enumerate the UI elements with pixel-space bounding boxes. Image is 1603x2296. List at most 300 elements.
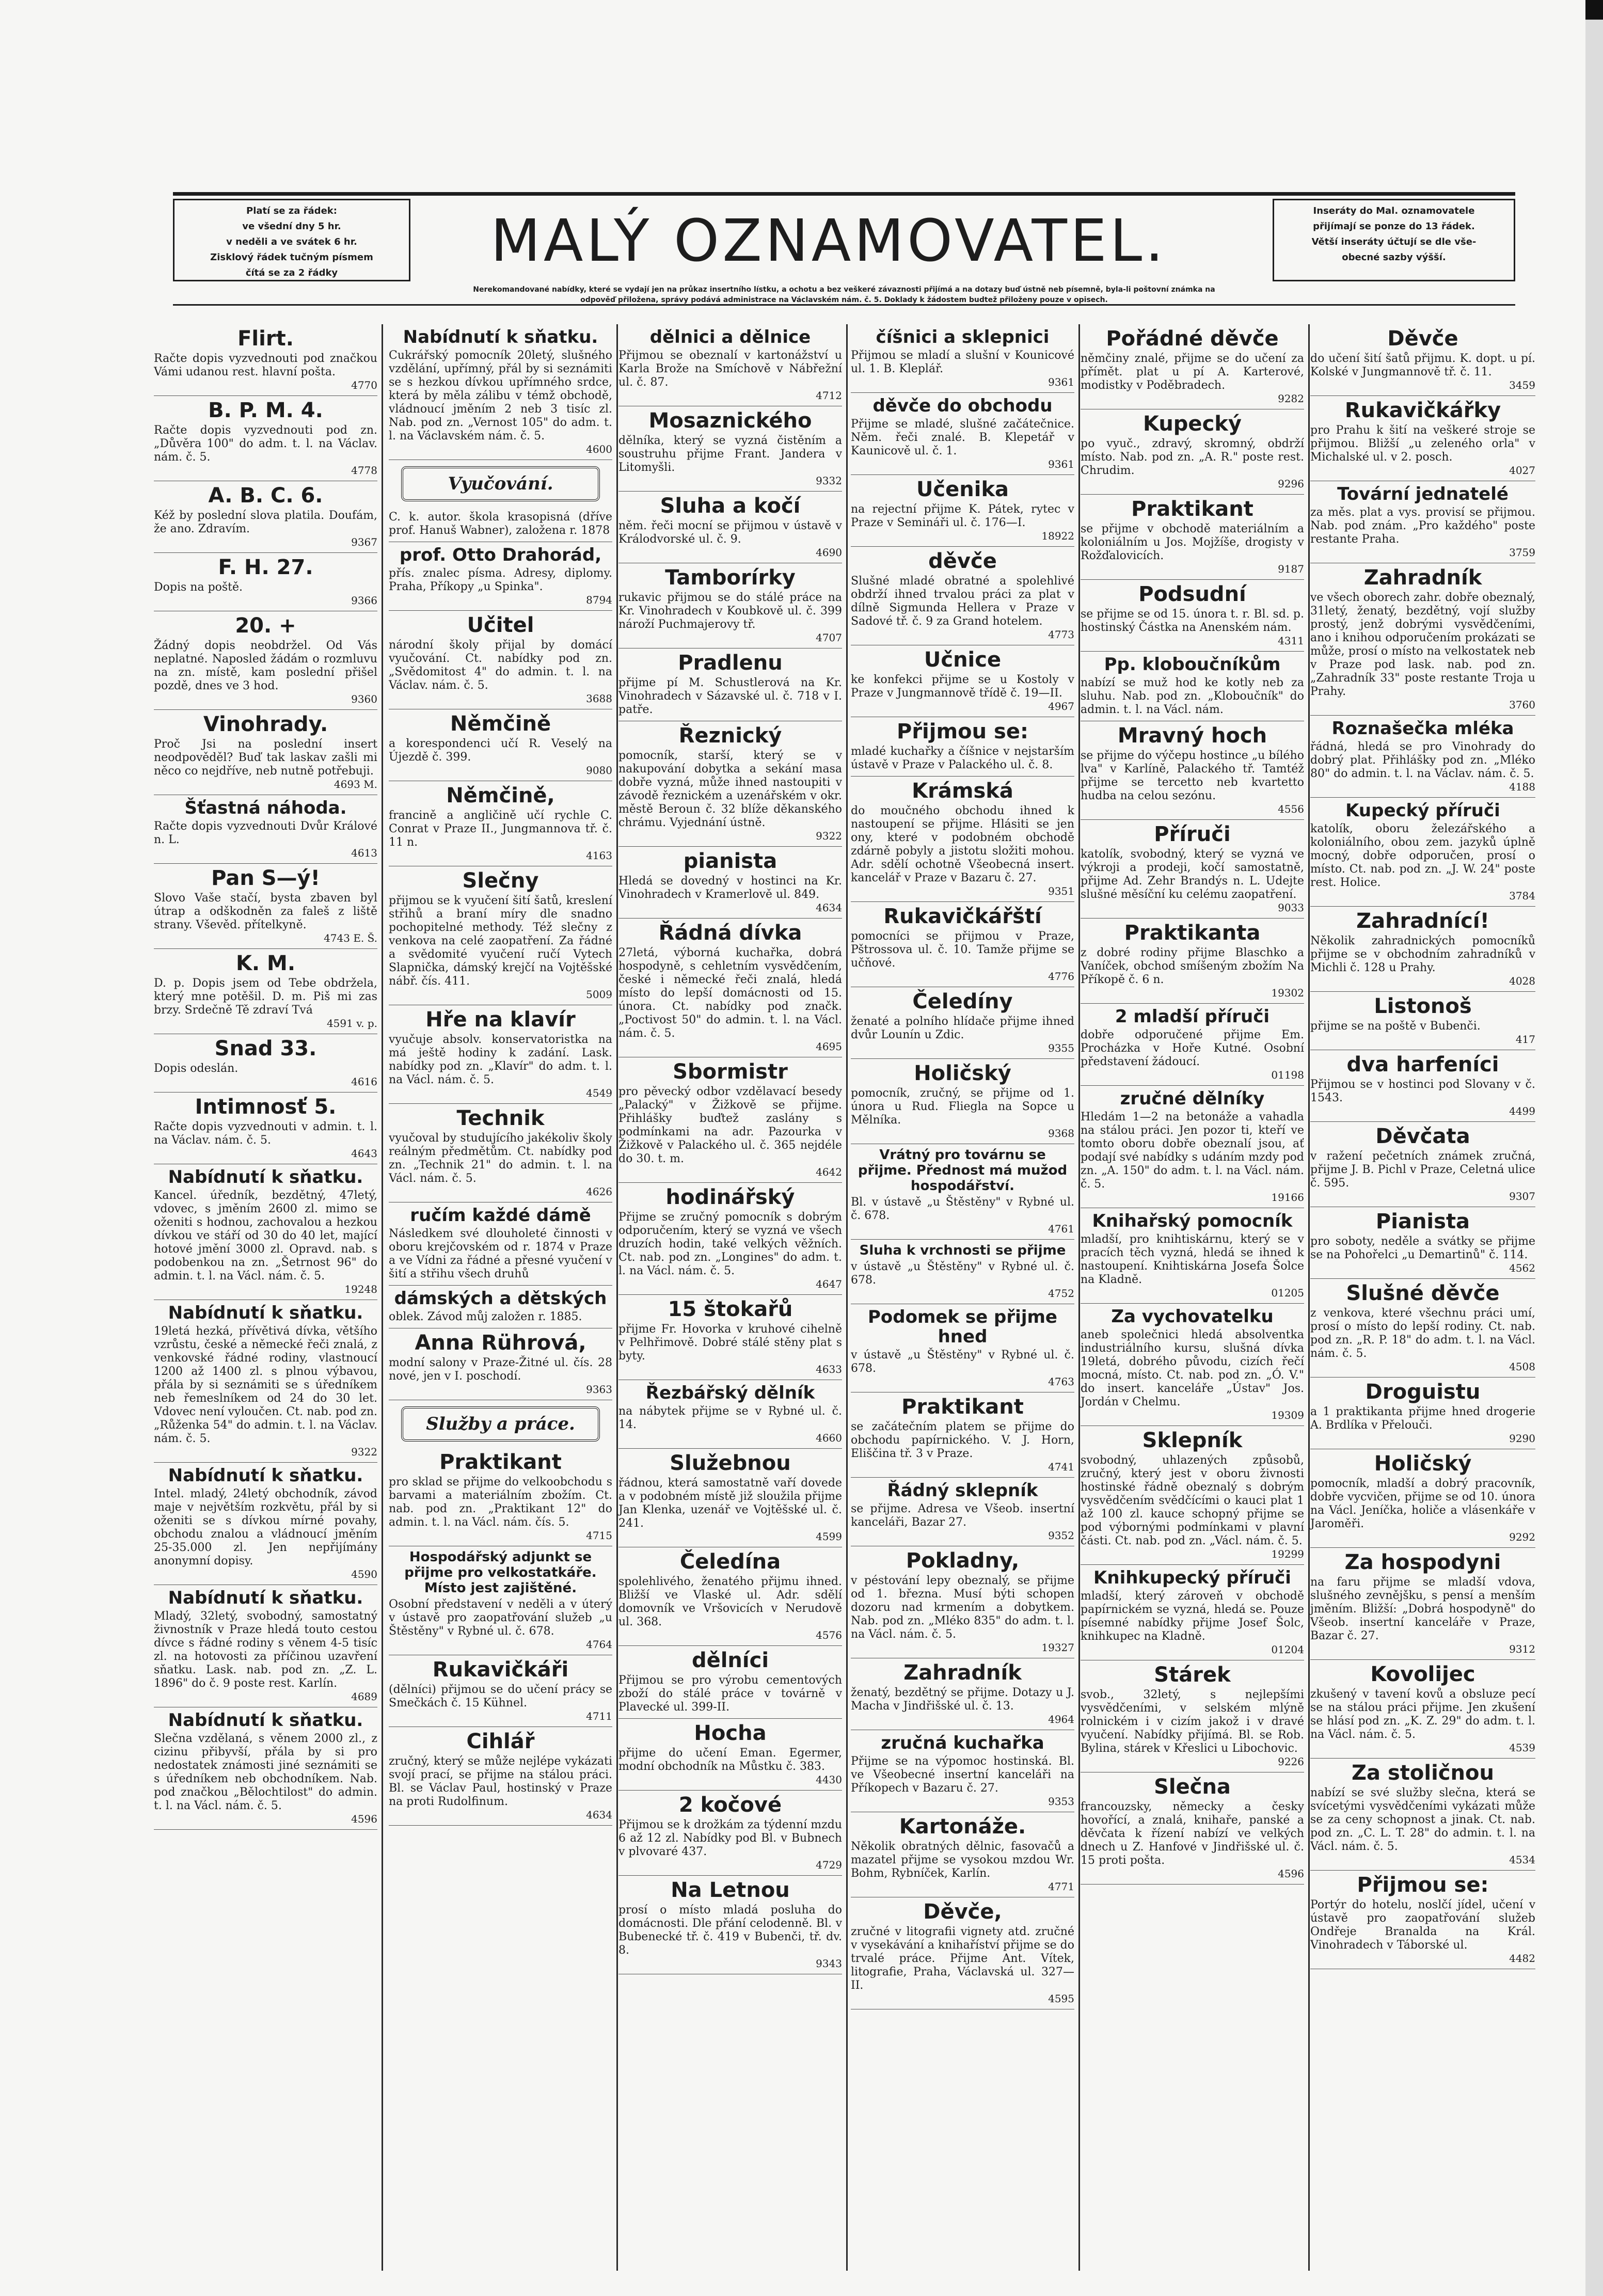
ad-body: Dopis na poště. [154, 581, 243, 594]
ad-code: 4634 [816, 901, 842, 914]
ad-code: 19309 [1271, 1409, 1304, 1421]
ad-body: Přijmou se k drožkám za týdenní mzdu 6 až 12 zl. Nabídky pod Bl. v Bubnech v plvovaré 437. [618, 1818, 842, 1858]
ad-code: 3459 [1509, 379, 1535, 391]
ad-heading: Holičský [914, 1062, 1011, 1085]
ad-code: 8794 [586, 594, 612, 606]
ad-code: 9312 [1509, 1643, 1535, 1655]
ad-code: 01198 [1271, 1069, 1304, 1081]
ad-body: Několik obratných dělnic, fasovačů a mazatel přijme se vysokou mzdou Wr. Bohm, Rybníček, Karlín. [851, 1840, 1074, 1880]
ad-body: do učení šití šatů přijmu. K. dopt. u pí. Kolské v Jungmannově tř. č. 11. [1310, 352, 1535, 378]
ad-code: 9343 [816, 1957, 842, 1970]
ad-code: 4596 [1278, 1867, 1304, 1880]
ad-body: do moučného obchodu ihned k nastoupení se přijme. Hlásiti se jen ony, které v podobném obchodě zdárně pobyly a jistotu složiti mohou. Adr. sdělí ochotně Všeobecná insert. kancelář v Praze v Bazaru č. 27. [851, 804, 1074, 884]
masthead-note: Nerekomandované nabídky, které se vydají jen na průkaz insertního lístku, a ochotu a bez veškeré závaznosti přijímá a na dotazy buď ústně neb písemně, byla-li poštovní známka na odpověď přiložena, správy podává administrace na Václavském nám. č. 5. Doklady k žádostem budtež přiloženy pouze v opisech. [473, 286, 1215, 304]
ad-body: spolehlivého, ženatého přijmu ihned. Bližší ve Vlaské ul. Adr. sdělí domovník ve Vršovicích v Nerudově ul. 368. [618, 1575, 842, 1628]
ad-heading: děvče do obchodu [872, 395, 1053, 416]
ad-code: 4715 [586, 1529, 612, 1542]
ad-heading: Přijmou se: [1357, 1873, 1489, 1897]
classified-ad [389, 709, 612, 781]
ad-code: 4633 [816, 1363, 842, 1375]
ad-heading: Tovární jednatelé [1337, 484, 1509, 504]
ad-body: na rejectní přijme K. Pátek, rytec v Praze v Semináři ul. č. 176—I. [851, 503, 1074, 529]
classified-ad [1081, 1208, 1304, 1304]
ad-body: pomocníci se přijmou v Praze, Pštrossova ul. č. 10. Tamže přijme se učňové. [851, 930, 1074, 970]
ad-heading: Němčině, [446, 784, 555, 807]
ad-code: 4613 [351, 847, 377, 859]
ad-code: 4562 [1509, 1262, 1535, 1274]
classified-ad [1081, 495, 1304, 580]
ad-code: 4600 [586, 443, 612, 455]
ad-body: 19letá hezká, přívětivá dívka, většího vzrůstu, české a německé řeči znalá, z venkovské řádné rodiny, vlastnoucí 1200 až 1400 zl. s plnou výbavou, přála by si seznámiti se s úředníkem neb řemeslníkem od 24 do 30 let. Vdovec není vyloučen. Ct. nab. pod zn. „Růženka 54" do admin. t. l. na Václav. nám. č. 5. [154, 1325, 377, 1445]
ad-column [385, 324, 618, 2271]
classified-ad [154, 1164, 377, 1300]
ad-code: 4690 [816, 546, 842, 559]
classified-ad [154, 1034, 377, 1092]
ad-body: se přijme do výčepu hostince „u bílého lva" v Karlíně, Palackého tř. Tamtéž přijme se tercetto neb kvartetto hudba na celou sezónu. [1081, 749, 1304, 802]
ad-code: 4508 [1509, 1360, 1535, 1373]
ad-code: 9360 [351, 693, 377, 705]
pricing-box [173, 199, 410, 281]
classified-ad [154, 795, 377, 864]
ad-body: na faru přijme se mladší vdova, slušného zevnějšku, s pensí a menším jměním. Bližší: „Dobrá hospodyně" do Všeob. insertní kanceláře v Praze, Bazar č. 27. [1310, 1576, 1535, 1642]
ad-code: 4964 [1048, 1713, 1074, 1725]
ad-heading: Cihlář [466, 1730, 535, 1753]
classified-ad [389, 866, 612, 1005]
classified-ad [389, 1546, 612, 1655]
ad-heading: dělnici a dělnice [649, 327, 811, 347]
ad-heading: Droguistu [1365, 1380, 1481, 1404]
ad-body: pro sklad se přijme do velkoobchodu s barvami a materiálním zbožím. Ct. nab. pod zn. „Praktikant 12" do admin. t. l. na Václ. nám. čís. 5. [389, 1476, 612, 1529]
ad-code: 4761 [1048, 1223, 1074, 1235]
ad-heading: Technik [456, 1106, 545, 1130]
ad-body: Račte dopis vyzvednouti v admin. t. l. na Václav. nám. č. 5. [154, 1120, 377, 1147]
classified-ad [1310, 1122, 1535, 1207]
ad-code: 4741 [1048, 1461, 1074, 1473]
ad-heading: Kupecký příruči [1345, 800, 1500, 821]
ad-heading: Knihkupecký příruči [1093, 1567, 1291, 1588]
ad-heading: K. M. [235, 952, 296, 975]
ad-body: se přijme. Adresa ve Všeob. insertní kanceláři, Bazar 27. [851, 1502, 1074, 1529]
ad-heading: Stárek [1154, 1663, 1231, 1687]
ad-body: přijmou se k vyučení šití šatů, kreslení střihů a braní míry dle snadno pochopitelné methody. Též slečny z venkova na celé zaopatření. Za řádné a svědomité vyučení ručí Vytech Slapnička, dámský krejčí na Vojtěšské nábř. čís. 411. [389, 894, 612, 988]
ad-code: 9322 [351, 1446, 377, 1458]
ad-code: 4743 E. Š. [324, 932, 377, 944]
ad-heading: Zahradník [1363, 566, 1482, 590]
ad-code: 4660 [816, 1432, 842, 1444]
classified-ad [1081, 919, 1304, 1004]
ad-code: 4534 [1509, 1854, 1535, 1866]
ad-body: přijme se na poště v Bubenči. [1310, 1020, 1481, 1033]
ad-body: Račte dopis vyzvednouti pod zn. „Důvěra 100" do adm. t. l. na Václav. nám. č. 5. [154, 424, 377, 464]
ad-heading: Podsudní [1138, 582, 1246, 606]
classified-ad [851, 1546, 1074, 1658]
classified-ad [154, 1463, 377, 1585]
ad-code: 9368 [1048, 1127, 1074, 1139]
ad-heading: Rukavičkářky [1344, 399, 1501, 422]
ad-heading: Pokladny, [906, 1549, 1020, 1573]
ad-heading: Sluha a kočí [660, 494, 801, 518]
ad-body: C. k. autor. škola krasopisná (dříve prof. Hanuš Wabner), založena r. 1878 [389, 511, 612, 537]
ad-code: 01204 [1271, 1643, 1304, 1656]
ad-body: v péstování lepy obeznalý, se přijme od 1. března. Musí býti schopen dozoru nad krmením a dobytkem. Nab. pod zn. „Mléko 835" do adm. t. l. na Václ. nám. č. 5. [851, 1574, 1074, 1641]
ad-heading: děvče [928, 549, 997, 573]
classified-ad [389, 542, 612, 611]
ad-code: 4556 [1278, 803, 1304, 815]
ad-body: D. p. Dopis jsem od Tebe obdržela, který mne potěšil. D. m. Piš mi zas brzy. Srdečně Tě zdraví Tvá [154, 977, 377, 1017]
ad-body: Račte dopis vyzvednouti pod značkou Vámi udanou rest. hlavní pošta. [154, 352, 377, 378]
ad-body: Přijmou se obeznalí v kartonážství u Karla Brože na Smíchově v Nábřežní ul. č. 87. [618, 349, 842, 389]
ad-code: 4771 [1048, 1880, 1074, 1893]
page-edge [1585, 0, 1603, 2296]
classified-ad [618, 406, 842, 492]
ad-body: francině a angličině učí rychle C. Conrat v Praze II., Jungmannova tř. č. 11 n. [389, 809, 612, 849]
ad-body: Přijme se na výpomoc hostinská. Bl. ve Všeobecné insertní kanceláři na Příkopech v Bazaru č. 27. [851, 1755, 1074, 1795]
ad-body: pro pěvecký odbor vzdělavací besedy „Palacký" v Žižkově se přijme. Přihlášky buďtež zaslány s podmínkami na adr. Pazourka v Žižkově v Palackého ul. č. 365 nejdéle do 30. t. m. [618, 1085, 842, 1165]
ad-body: němčiny znalé, přijme se do učení za přímět. plat u pí A. Karterové, modistky v Poděbradech. [1081, 352, 1304, 392]
classified-ad [154, 481, 377, 553]
ad-code: 4711 [586, 1710, 612, 1722]
ad-heading: Sklepník [1142, 1429, 1243, 1452]
pricing-line: ve všední dny 5 hr. [242, 221, 341, 232]
masthead [173, 192, 1515, 306]
ad-code: 4778 [351, 464, 377, 477]
classified-ad [851, 717, 1074, 777]
classified-ad [154, 611, 377, 710]
classified-ad [154, 949, 377, 1034]
ad-code: 4430 [816, 1774, 842, 1786]
ad-body: ke konfekci přijme se u Kostoly v Praze v Jungmannově třídě č. 19—II. [851, 673, 1074, 700]
ad-heading: 15 štokařů [668, 1297, 793, 1321]
ad-column [1076, 324, 1310, 2271]
ad-body: prosí o místo mladá posluha do domácnosti. Dle přání celodenně. Bl. v Bubenecké tř. č. 419 v Bubenči, tř. dv. 8. [618, 1904, 842, 1957]
ad-heading: Rukavičkáři [432, 1658, 569, 1682]
ad-body: za měs. plat a vys. provisí se přijmou. Nab. pod znám. „Pro každého" poste restante Praha. [1310, 506, 1535, 546]
ad-code: 9080 [586, 764, 612, 777]
ad-body: Mladý, 32letý, svobodný, samostatný živnostník v Praze hledá touto cestou dívce s řádné rodiny s věnem 4-5 tisíc zl. na hotovosti za příčinou uzavření sňatku. Lask. nab. pod zn. „Z. L. 1896" do č. 9 poste rest. Karlín. [154, 1610, 377, 1690]
classified-ad [618, 1380, 842, 1449]
classified-ad [389, 324, 612, 460]
ad-heading: B. P. M. 4. [208, 399, 323, 422]
ad-heading: Vinohrady. [203, 712, 328, 736]
ad-code: 4643 [351, 1147, 377, 1160]
classified-ad [618, 324, 842, 406]
ad-body: a korespondenci učí R. Veselý na Újezdě č. 399. [389, 737, 612, 764]
ad-heading: Mosaznického [648, 409, 812, 433]
ad-body: Hledám 1—2 na betonáže a vahadla na stálou práci. Jen pozor ti, kteří ve tomto oboru dobře obeznalí jsou, ať podají své nabídky s udáním mzdy pod zn. „A. 150" do adm. t. l. na Václ. nám. č. 5. [1081, 1111, 1304, 1191]
ad-code: 4590 [351, 1568, 377, 1580]
ad-body: Kéž by poslední slova platila. Doufám, že ano. Zdravím. [154, 509, 377, 535]
classified-ad [154, 396, 377, 481]
ad-heading: Intimnosť 5. [195, 1095, 337, 1119]
ad-body: řádná, hledá se pro Vinohrady do dobrý plat. Přihlášky pod zn. „Mléko 80" do admin. t. l. na Václav. nám. č. 5. [1310, 740, 1535, 780]
classified-ad [1310, 1548, 1535, 1660]
classified-ad [851, 324, 1074, 393]
ad-code: 4482 [1509, 1952, 1535, 1965]
section-heading: Služby a práce. [401, 1406, 600, 1442]
classified-ad [618, 1719, 842, 1791]
ad-code: 19299 [1271, 1548, 1304, 1560]
ad-body: Kancel. úředník, bezdětný, 47letý, vdovec, s jměním 2600 zl. mimo se oženiti s hodnou, zachovalou a hezkou dívkou ve stáří od 30 do 40 let, mající hotové jmění 3000 zl. Opravd. nab. s podobenkou na zn. „Šetrnost 96" do admin. t. l. na Václ. nám. č. 5. [154, 1189, 377, 1282]
ad-body: pro soboty, neděle a svátky se přijme se na Pohořelci „u Demartinů" č. 114. [1310, 1235, 1535, 1261]
classified-ad [1081, 1304, 1304, 1426]
ad-code: 9363 [586, 1383, 612, 1396]
ad-heading: Služebnou [670, 1451, 791, 1475]
ad-body: Slušné mladé obratné a spolehlivé obdrží ihned trvalou práci za plat v dílně Sigmunda Hellera v Praze v Sadové tř. č. 9 za Grand hotelem. [851, 575, 1074, 628]
ad-heading: Slečny [462, 869, 539, 893]
classified-ad [389, 508, 612, 542]
ad-code: 4634 [586, 1809, 612, 1821]
classified-ad [1081, 652, 1304, 721]
ad-code: 4695 [816, 1040, 842, 1053]
ad-code: 9361 [1048, 376, 1074, 388]
classified-ad [154, 864, 377, 949]
ad-heading: Praktikant [901, 1395, 1024, 1419]
ad-code: 9353 [1048, 1795, 1074, 1808]
ad-body: se začátečním platem se přijme do obchodu papírnického. V. J. Horn, Eliščina tř. 3 v Praze. [851, 1420, 1074, 1460]
ad-heading: Děvče [1387, 327, 1458, 351]
ad-heading: Praktikanta [1124, 921, 1261, 945]
ad-body: zručný, který se může nejlépe vykázati svojí prací, se přijme na stálou práci. Bl. se Václav Paul, hostinský v Praze na proti Rudolfinum. [389, 1755, 612, 1808]
classified-ad [618, 1057, 842, 1183]
ad-heading: Učitel [467, 613, 534, 637]
ad-heading: Snad 33. [214, 1037, 317, 1060]
ad-code: 4595 [1048, 1992, 1074, 2005]
classified-ad [1081, 1660, 1304, 1772]
ad-code: 4729 [816, 1859, 842, 1871]
ad-heading: Nabídnutí k sňatku. [403, 327, 598, 347]
ad-code: 9290 [1509, 1432, 1535, 1445]
ad-heading: Nabídnutí k sňatku. [168, 1710, 363, 1731]
ad-code: 4549 [586, 1087, 612, 1099]
ad-code: 9361 [1048, 458, 1074, 470]
ad-heading: Knihařský pomocník [1092, 1211, 1293, 1231]
ad-heading: Pan S—ý! [211, 866, 320, 890]
classified-ad [389, 1286, 612, 1328]
classified-ad [1310, 1377, 1535, 1449]
corner-mark [1585, 0, 1603, 20]
ad-heading: dělníci [691, 1649, 769, 1672]
ad-body: nabízí se své služby slečna, která se svícetými vysvědčeními vykázati může se za ceny schopnost a jinak. Ct. nab. pod zn. „C. L. T. 28" do admin. t. l. na Václ. nám. č. 5. [1310, 1786, 1535, 1853]
ad-heading: prof. Otto Drahorád, [399, 545, 602, 565]
ad-body: se přijme se od 15. února t. r. Bl. sd. p. hostinský Částka na Anenském nám. [1081, 608, 1304, 634]
ad-code: 4576 [816, 1629, 842, 1641]
classified-ad [1081, 1772, 1304, 1885]
ad-body: přís. znalec písma. Adresy, diplomy. Praha, Příkopy „u Spinka". [389, 567, 612, 593]
ad-code: 4591 v. p. [326, 1017, 377, 1030]
ad-code: 3784 [1509, 890, 1535, 902]
rules-line: Inseráty do Mal. oznamovatele [1313, 205, 1475, 216]
ad-body: Portýr do hotelu, noslčí jídel, učení v ústavě pro zaopatřování služeb Ondřeje Branalda na Král. Vinohradech v Táborské ul. [1310, 1898, 1535, 1952]
classified-ad [1310, 1279, 1535, 1377]
ad-code: 9366 [351, 594, 377, 607]
ad-heading: Zahradnící! [1356, 909, 1489, 933]
classified-ad [389, 781, 612, 866]
classified-ad [618, 1646, 842, 1719]
ad-heading: Řezbářský dělník [645, 1383, 815, 1403]
ad-code: 9352 [1048, 1529, 1074, 1542]
ad-body: modní salony v Praze-Žitné ul. čís. 28 nové, jen v I. poschodí. [389, 1356, 612, 1383]
classified-ad [1310, 1207, 1535, 1279]
ad-code: 9367 [351, 536, 377, 548]
ad-body: Přijmou se v hostinci pod Slovany v č. 1543. [1310, 1078, 1535, 1104]
classified-ad [851, 1240, 1074, 1304]
ad-heading: Slečna [1154, 1775, 1231, 1799]
ad-heading: Pořádné děvče [1106, 327, 1279, 351]
classified-ad [618, 563, 842, 648]
classified-ad [1081, 1565, 1304, 1660]
ad-code: 4163 [586, 849, 612, 862]
ad-heading: Praktikant [439, 1450, 562, 1474]
ad-heading: Na Letnou [671, 1878, 790, 1902]
classified-ad [618, 492, 842, 563]
classified-ad [1310, 1449, 1535, 1548]
ad-heading: zručná kuchařka [881, 1733, 1044, 1753]
ad-body: pro Prahu k šití na veškeré stroje se přijmou. Bližší „u zeleného orla" v Michalské ul. v 2. posch. [1310, 424, 1535, 464]
ad-body: Bl. v ústavě „u Štěstěny" v Rybné ul. č. 678. [851, 1196, 1074, 1222]
ad-body: zkušený v tavení kovů a obsluze pecí se na stálou práci přijme. Jen zkušení se hlásí pod zn. „K. Z. 29" do adm. t. l. na Václ. nám. č. 5. [1310, 1688, 1535, 1741]
ad-body: oblek. Závod můj založen r. 1885. [389, 1310, 582, 1323]
classified-ad [154, 553, 377, 611]
classified-ad [1081, 1004, 1304, 1086]
classified-ad [851, 1658, 1074, 1730]
ad-body: aneb společnici hledá absolventka industriálního kursu, slušná dívka 19letá, dobrého původu, cizích řečí mocná, místo. Ct. nab. pod zn. „Ó. V." do insert. kanceláře „Ústav" Jos. Jordán v Chelmu. [1081, 1328, 1304, 1408]
ad-body: Přijmou se mladí a slušní v Kounicové ul. 1. B. Kleplář. [851, 349, 1074, 375]
ad-code: 4764 [586, 1638, 612, 1651]
ad-body: po vyuč., zdravý, skromný, obdrží místo. Nab. pod zn. „A. R." poste rest. Chrudim. [1081, 437, 1304, 477]
ad-code: 9355 [1048, 1042, 1074, 1054]
ad-code: 4712 [816, 389, 842, 402]
classified-ad [154, 1300, 377, 1463]
ad-heading: Slušné děvče [1346, 1281, 1500, 1305]
classified-ad [1310, 1759, 1535, 1871]
ad-code: 4647 [816, 1278, 842, 1290]
ad-code: 4539 [1509, 1741, 1535, 1754]
classified-ad [1081, 324, 1304, 409]
ad-code: 9351 [1048, 885, 1074, 897]
ad-heading: Kartonáže. [899, 1815, 1026, 1839]
classified-ad [154, 1707, 377, 1830]
classified-ad [851, 777, 1074, 902]
ad-body: Žádný dopis neobdržel. Od Vás neplatné. Naposled žádám o rozmluvu na zn. místě, kam poslední přišel pozdě, dnes ve 3 hod. [154, 639, 377, 692]
classified-ad [1310, 563, 1535, 716]
classified-ad [851, 645, 1074, 717]
ad-body: ženatý, bezdětný se přijme. Dotazy u J. Macha v Jindřišské ul. č. 13. [851, 1686, 1074, 1713]
ad-heading: Praktikant [1131, 497, 1253, 521]
ad-code: 19166 [1271, 1191, 1304, 1204]
ad-heading: dámských a dětských [394, 1288, 607, 1309]
ad-code: 4499 [1509, 1105, 1535, 1117]
ad-heading: Pp. kloboučníkům [1104, 654, 1281, 675]
ad-heading: ručím každé dámě [410, 1205, 591, 1226]
ad-code: 5009 [586, 988, 612, 1001]
ad-heading: Čeledíny [912, 990, 1013, 1014]
classified-ad [154, 1092, 377, 1164]
ad-heading: Kupecký [1143, 412, 1242, 436]
ad-body: Několik zahradnických pomocníků přijme se v obchodním zahradníků v Michli č. 128 u Prahy. [1310, 935, 1535, 974]
ad-body: svobodný, uhlazených způsobů, zručný, který jest v oboru živnosti hostinské řádně obeznalý s dobrým vysvědčením svědčícími o kauci plat 1 až 100 zl. kauce schopný přijme se pod výbornými podmínkami v plavní části. Ct. nab. pod zn. „Václ. nám. č. 5. [1081, 1454, 1304, 1547]
ad-heading: zručné dělníky [1120, 1088, 1265, 1109]
classified-ad [851, 1730, 1074, 1812]
ad-body: národní školy přijal by domácí vyučování. Ct. nabídky pod zn. „Svědomitost 4" do admin. t. l. na Václav. nám. č. 5. [389, 639, 612, 692]
classified-ad [851, 1304, 1074, 1392]
classified-ad [154, 710, 377, 795]
ad-code: 4773 [1048, 628, 1074, 641]
ad-heading: Anna Rührová, [415, 1331, 586, 1355]
ad-body: Cukrářský pomocník 20letý, slušného vzdělání, upřímný, přál by si seznámiti se s hezkou dívkou upřímného srdce, která by měla zálibu v témž obchodě, vládnoucí jměním 2 neb 3 tisíc zl. Nab. pod zn. „Vernost 105" do adm. t. l. na Václavském nám. č. 5. [389, 349, 612, 442]
ad-body: nabízí se muž hod ke kotly neb za sluhu. Nab. pod zn. „Kloboučník" do admin. t. l. na Václ. nám. [1081, 676, 1304, 716]
ad-heading: Nabídnutí k sňatku. [168, 1465, 363, 1486]
classified-ad [389, 1202, 612, 1286]
ad-code: 3759 [1509, 546, 1535, 559]
classified-ad [1310, 481, 1535, 563]
ad-heading: Pianista [1375, 1210, 1470, 1233]
ad-heading: Řádný sklepník [887, 1480, 1038, 1501]
ad-body: Hledá se dovedný v hostinci na Kr. Vinohradech v Kramerlově ul. 849. [618, 875, 842, 901]
ad-body: vyučuje absolv. konservatoristka na má ještě hodiny k zadání. Lask. nabídky pod zn. „Klavír" do adm. t. l. na Václ. nám. č. 5. [389, 1033, 612, 1086]
ad-body: na nábytek přijme se v Rybné ul. č. 14. [618, 1405, 842, 1431]
ad-code: 4707 [816, 631, 842, 644]
ad-code: 4027 [1509, 464, 1535, 477]
ad-code: 9322 [816, 830, 842, 842]
classified-ad [1081, 409, 1304, 495]
ad-heading: Řádná dívka [658, 921, 802, 945]
ad-body: Přijme se zručný pomocník s dobrým odporučením, který se vyzná ve všech druzích hodin, také velkých věžních. Ct. nab. pod zn. „Longines" do adm. t. l. na Václ. nám. č. 5. [618, 1211, 842, 1277]
ad-body: ve všech oborech zahr. dobře obeznalý, 31letý, ženatý, bezdětný, vojí služby prostý, jenž dobrými vysvědčeními, ano i knihou odporučením prokázati se může, prosí o místo na velkostatek neb v Praze pod lask. nab. pod zn. „Zahradník 33" poste restante Troja u Prahy. [1310, 591, 1535, 698]
ad-heading: 20. + [235, 614, 296, 638]
ad-heading: Holičský [1374, 1452, 1472, 1476]
ad-body: Dopis odeslán. [154, 1062, 239, 1075]
ad-code: 4967 [1048, 700, 1074, 712]
classified-ad [618, 1295, 842, 1380]
ad-code: 4028 [1509, 975, 1535, 987]
ad-body: katolík, oboru železářského a koloniálního, obou zem. jazyků úplně mocný, dobře odporučen, prosí o místo. Ct. nab. pod zn. „J. W. 24" poste rest. Holice. [1310, 822, 1535, 889]
ad-heading: Nabídnutí k sňatku. [168, 1303, 363, 1323]
ad-heading: Učenika [916, 478, 1009, 501]
classified-ad [1310, 798, 1535, 907]
pricing-line: Zisklový řádek tučným písmem [210, 252, 373, 263]
ad-code: 9307 [1509, 1190, 1535, 1202]
ad-heading: Němčině [450, 712, 551, 736]
ad-body: francouzsky, německy a česky hovořící, a znalá, knihaře, panské a děvčata k řízení nabízí ve velkých dnech u Z. Hanfové v Jindřišské ul. č. 15 proti pošta. [1081, 1800, 1304, 1867]
ad-heading: Sbormistr [673, 1060, 788, 1084]
classified-ad [1310, 396, 1535, 481]
ad-body: Proč Jsi na poslední insert neodpověděl? Buď tak laskav zašli mi něco co nejdříve, neb nutně potřebuji. [154, 738, 377, 778]
pricing-line: Platí se za řádek: [246, 205, 337, 216]
ad-body: pomocník, starší, který se v nakupování dobytka a sekání masa dobře vyzná, může ihned nastoupiti v závodě řeznickém a uzenářském v okr. městě Beroun č. 32 blíže děkanského chrámu. Vyjednání ústně. [618, 749, 842, 829]
classified-ad [1310, 1660, 1535, 1759]
ad-heading: Krámská [912, 779, 1013, 803]
classified-ad [851, 1812, 1074, 1897]
ad-column [847, 324, 1080, 2271]
ad-heading: Listonoš [1374, 994, 1472, 1018]
ad-body: pomocník, zručný, se přijme od 1. února u Rud. Fliegla na Sopce u Mělníka. [851, 1087, 1074, 1127]
ad-body: rukavic přijmou se do stálé práce na Kr. Vinohradech v Koubkově ul. č. 399 nároží Puchmajerovy tř. [618, 591, 842, 631]
ad-code: 18922 [1041, 530, 1074, 542]
ad-body: dělníka, který se vyzná čistěním a soustruhu přijme Frant. Jandera v Litomyšli. [618, 434, 842, 474]
ad-heading: Hospodářský adjunkt se přijme pro velkostatkáře. Místo jest zajištěné. [404, 1549, 597, 1596]
classified-ad [851, 902, 1074, 987]
ad-code: 4642 [816, 1166, 842, 1178]
classified-ad [389, 1727, 612, 1826]
ad-code: 4752 [1048, 1287, 1074, 1300]
rules-box [1273, 199, 1515, 281]
classified-ad [851, 547, 1074, 645]
classified-ad [154, 1585, 377, 1707]
ad-body: dobře odporučené přijme Em. Procházka v Hoře Kutné. Osobní představení žádoucí. [1081, 1028, 1304, 1068]
ad-body: a 1 praktikanta přijme hned drogerie A. Brdlíka v Přelouči. [1310, 1405, 1535, 1432]
ad-code: 9332 [816, 474, 842, 487]
ad-code: 9292 [1509, 1531, 1535, 1543]
